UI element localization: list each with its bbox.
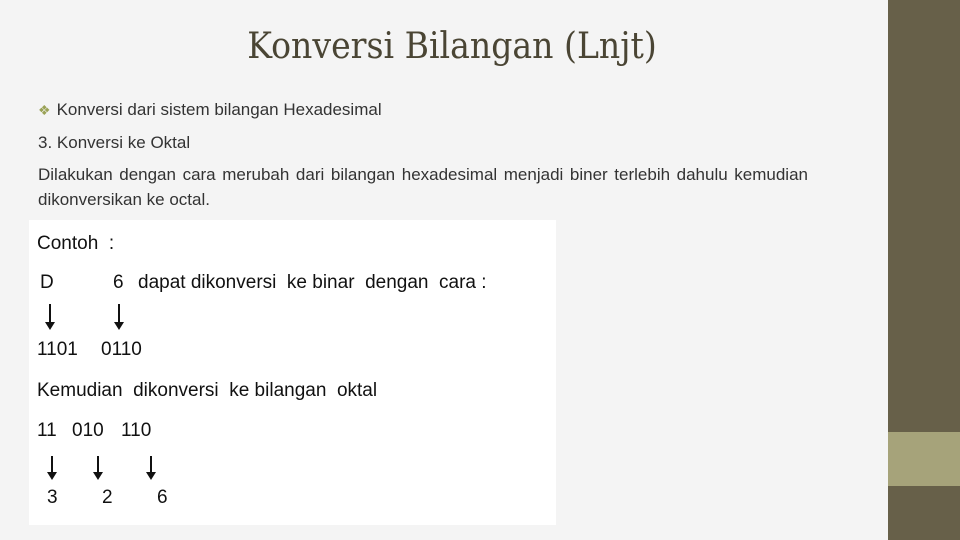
hex-digit-6: 6 — [113, 272, 124, 293]
arrow-down-icon — [97, 456, 99, 473]
sidebar-decoration-accent — [888, 432, 960, 486]
binary-group-2: 010 — [72, 420, 104, 441]
octal-digit-6: 6 — [157, 487, 168, 508]
bullet-item — [38, 98, 382, 122]
arrow-down-icon — [51, 456, 53, 473]
binary-group-3: 110 — [121, 420, 152, 441]
convert-text: dapat dikonversi ke binar dengan cara : — [138, 272, 487, 293]
arrow-down-icon — [49, 304, 51, 323]
hex-digit-d: D — [40, 272, 54, 293]
binary-group-1: 11 — [37, 420, 57, 441]
sidebar-decoration-top — [888, 0, 960, 432]
bullet-text: Konversi dari sistem bilangan Hexadesimal — [56, 100, 382, 119]
example-image — [29, 220, 556, 525]
binary-6: 0110 — [101, 339, 142, 360]
example-label: Contoh : — [37, 233, 115, 254]
slide-title: Konversi Bilangan (Lnjt) — [247, 26, 657, 67]
arrow-down-icon — [118, 304, 120, 323]
octal-digit-2: 2 — [102, 487, 113, 508]
description-paragraph: Dilakukan dengan cara merubah dari bilangan hexadesimal menjadi biner terlebih dahulu kemudian dikonversikan ke octal. — [38, 165, 808, 209]
then-text: Kemudian dikonversi ke bilangan oktal — [37, 380, 378, 401]
binary-d: 1101 — [37, 339, 78, 360]
sidebar-decoration-bottom — [888, 486, 960, 540]
octal-digit-3: 3 — [47, 487, 58, 508]
arrow-down-icon — [150, 456, 152, 473]
diamond-bullet-icon: ❖ — [38, 102, 51, 118]
section-heading: 3. Konversi ke Oktal — [38, 133, 191, 152]
